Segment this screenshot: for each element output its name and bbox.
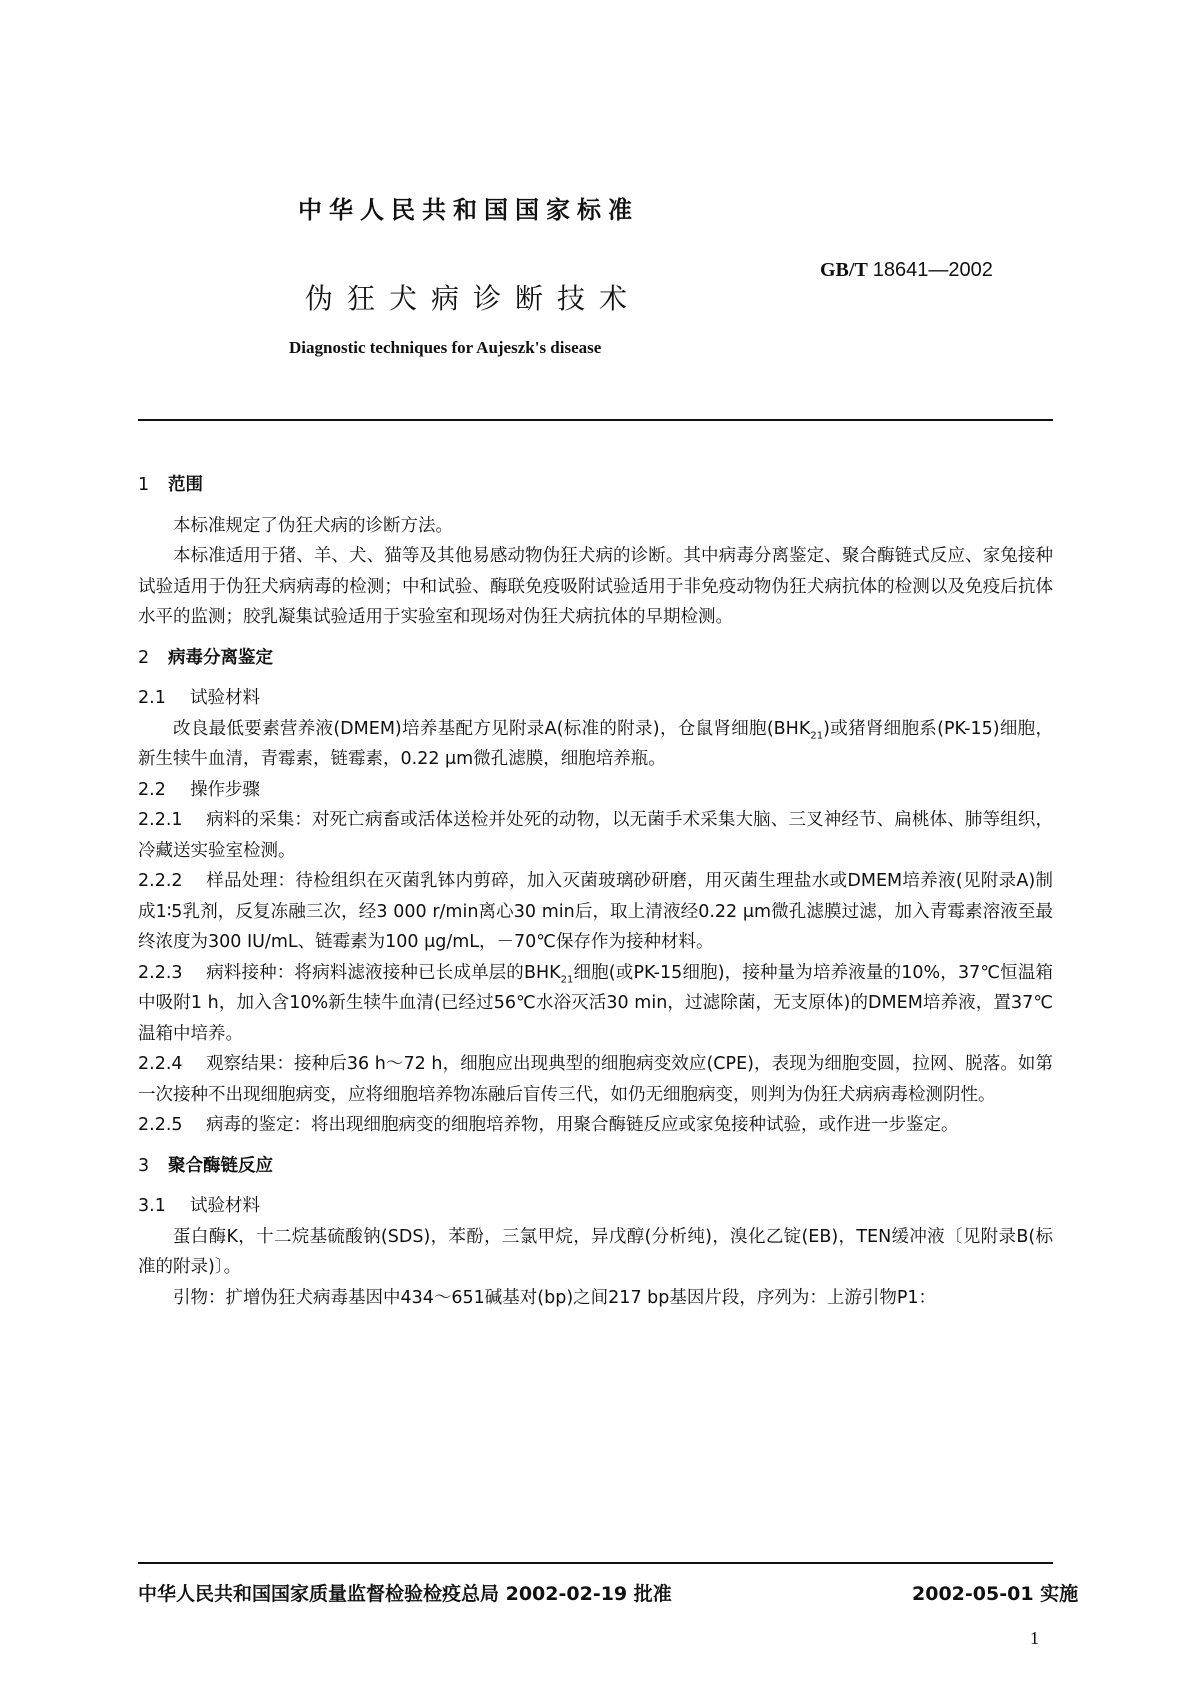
paragraph: 本标准规定了伪狂犬病的诊断方法。: [173, 515, 453, 536]
paragraph: 引物：扩增伪狂犬病毒基因中434～651碱基对(bp)之间217 bp基因片段，序列为：上游引物P1：: [173, 1287, 937, 1308]
subsection-title: 操作步骤: [190, 779, 260, 800]
subscript: 21: [560, 974, 574, 985]
clause-text: 病料的采集：对死亡病畜或活体送检并处死的动物，以无菌手术采集大脑、三叉神经节、扁桃体、肺等组织，冷藏送实验室检测。: [138, 810, 1053, 861]
subsection-number: 3.1: [138, 1196, 166, 1216]
clause-text: 病料接种：将病料滤液接种已长成单层的BHK: [206, 962, 561, 983]
standard-code-number: 18641—2002: [872, 259, 993, 281]
subsection-title: 试验材料: [190, 1196, 260, 1216]
footer-divider: [138, 1562, 1053, 1564]
paragraph: 本标准适用于猪、羊、犬、猫等及其他易感动物伪狂犬病的诊断。其中病毒分离鉴定、聚合酶链式反应、家兔接种试验适用于伪狂犬病病毒的检测；中和试验、酶联免疫吸附试验适用于非免疫动物伪狂犬病抗体的检测以及免疫后抗体水平的监测；胶乳凝集试验适用于实验室和现场对伪狂犬病抗体的早期检测。: [138, 546, 1053, 627]
standard-code-prefix: GB/T: [820, 259, 868, 281]
clause-text: 病毒的鉴定：将出现细胞病变的细胞培养物，用聚合酶链反应或家兔接种试验，或作进一步鉴定。: [206, 1115, 959, 1135]
section-title: 聚合酶链反应: [168, 1155, 273, 1176]
clause-text: 观察结果：接种后36 h～72 h，细胞应出现典型的细胞病变效应(CPE)，表现为细胞变圆，拉网、脱落。如第一次接种不出现细胞病变，应将细胞培养物冻融后盲传三代，如仍无细胞病变，则判为伪狂犬病病毒检测阴性。: [138, 1054, 1053, 1105]
clause-number: 2.2.2: [138, 871, 183, 891]
clause-text: 细胞(或PK-15细胞)，接种量为培养液量的10%，37℃恒温箱中吸附1 h，加入含10%新生犊牛血清(已经过56℃水浴灭活30 min，过滤除菌，无支原体)的DMEM培养液，置37℃温箱中培养。: [138, 962, 1053, 1044]
approval-line: 中华人民共和国国家质量监督检验检疫总局 2002-02-19 批准: [138, 1583, 672, 1605]
clause: [138, 866, 1053, 958]
subsection-heading: [138, 683, 1053, 714]
section-title: 范围: [168, 475, 203, 495]
clause-number: 2.2.1: [138, 810, 183, 830]
subsection-number: 2.1: [138, 688, 166, 708]
implementation-date: 2002-05-01 实施: [912, 1583, 1079, 1605]
document-body: [138, 470, 1053, 1313]
subsection-title: 试验材料: [190, 688, 260, 708]
clause-number: 2.2.3: [138, 962, 183, 983]
document-title: 伪狂犬病诊断技术: [305, 282, 642, 315]
section-title: 病毒分离鉴定: [168, 647, 273, 668]
clause-number: 2.2.5: [138, 1115, 183, 1135]
section-2-heading: [138, 643, 1053, 674]
paragraph: 蛋白酶K，十二烷基硫酸钠(SDS)，苯酚，三氯甲烷，异戊醇(分析纯)，溴化乙锭(EB)，TEN缓冲液〔见附录B(标准的附录)〕。: [138, 1226, 1053, 1277]
subscript: 21: [810, 730, 824, 741]
section-number: 2: [138, 647, 150, 668]
clause: [138, 1110, 1053, 1141]
clause-text: 样品处理：待检组织在灭菌乳钵内剪碎，加入灭菌玻璃砂研磨，用灭菌生理盐水或DMEM培养液(见附录A)制成1∶5乳剂，反复冻融三次，经3 000 r/min离心30 min后，取上清液经0.22 μm微孔滤膜过滤，加入青霉素溶液至最终浓度为300 IU/mL、链霉素为100 μg/mL，－70℃保存作为接种材料。: [138, 871, 1053, 952]
page-number: 1: [1030, 1628, 1039, 1648]
header-divider: [138, 419, 1053, 421]
subsection-heading: [138, 1191, 1053, 1222]
standard-name: 中华人民共和国国家标准: [298, 196, 639, 224]
text-run: 改良最低要素营养液(DMEM)培养基配方见附录A(标准的附录)，仓鼠肾细胞(BHK: [173, 718, 811, 739]
subsection-heading: [138, 775, 1053, 806]
section-number: 1: [138, 475, 150, 495]
clause-number: 2.2.4: [138, 1054, 183, 1074]
text-run: )或猪肾细胞系(PK-15)细胞，新生犊牛血清，青霉素，链霉素，0.22 μm微孔滤膜，细胞培养瓶。: [138, 718, 1053, 769]
paragraph: [138, 714, 1053, 775]
section-number: 3: [138, 1155, 150, 1176]
clause: [138, 1049, 1053, 1110]
clause: [138, 805, 1053, 866]
standard-code: [820, 259, 993, 282]
section-3-heading: [138, 1151, 1053, 1182]
subsection-number: 2.2: [138, 779, 166, 800]
clause: [138, 958, 1053, 1050]
section-1-heading: [138, 470, 1053, 501]
document-title-english: Diagnostic techniques for Aujeszk's disease: [289, 338, 602, 357]
